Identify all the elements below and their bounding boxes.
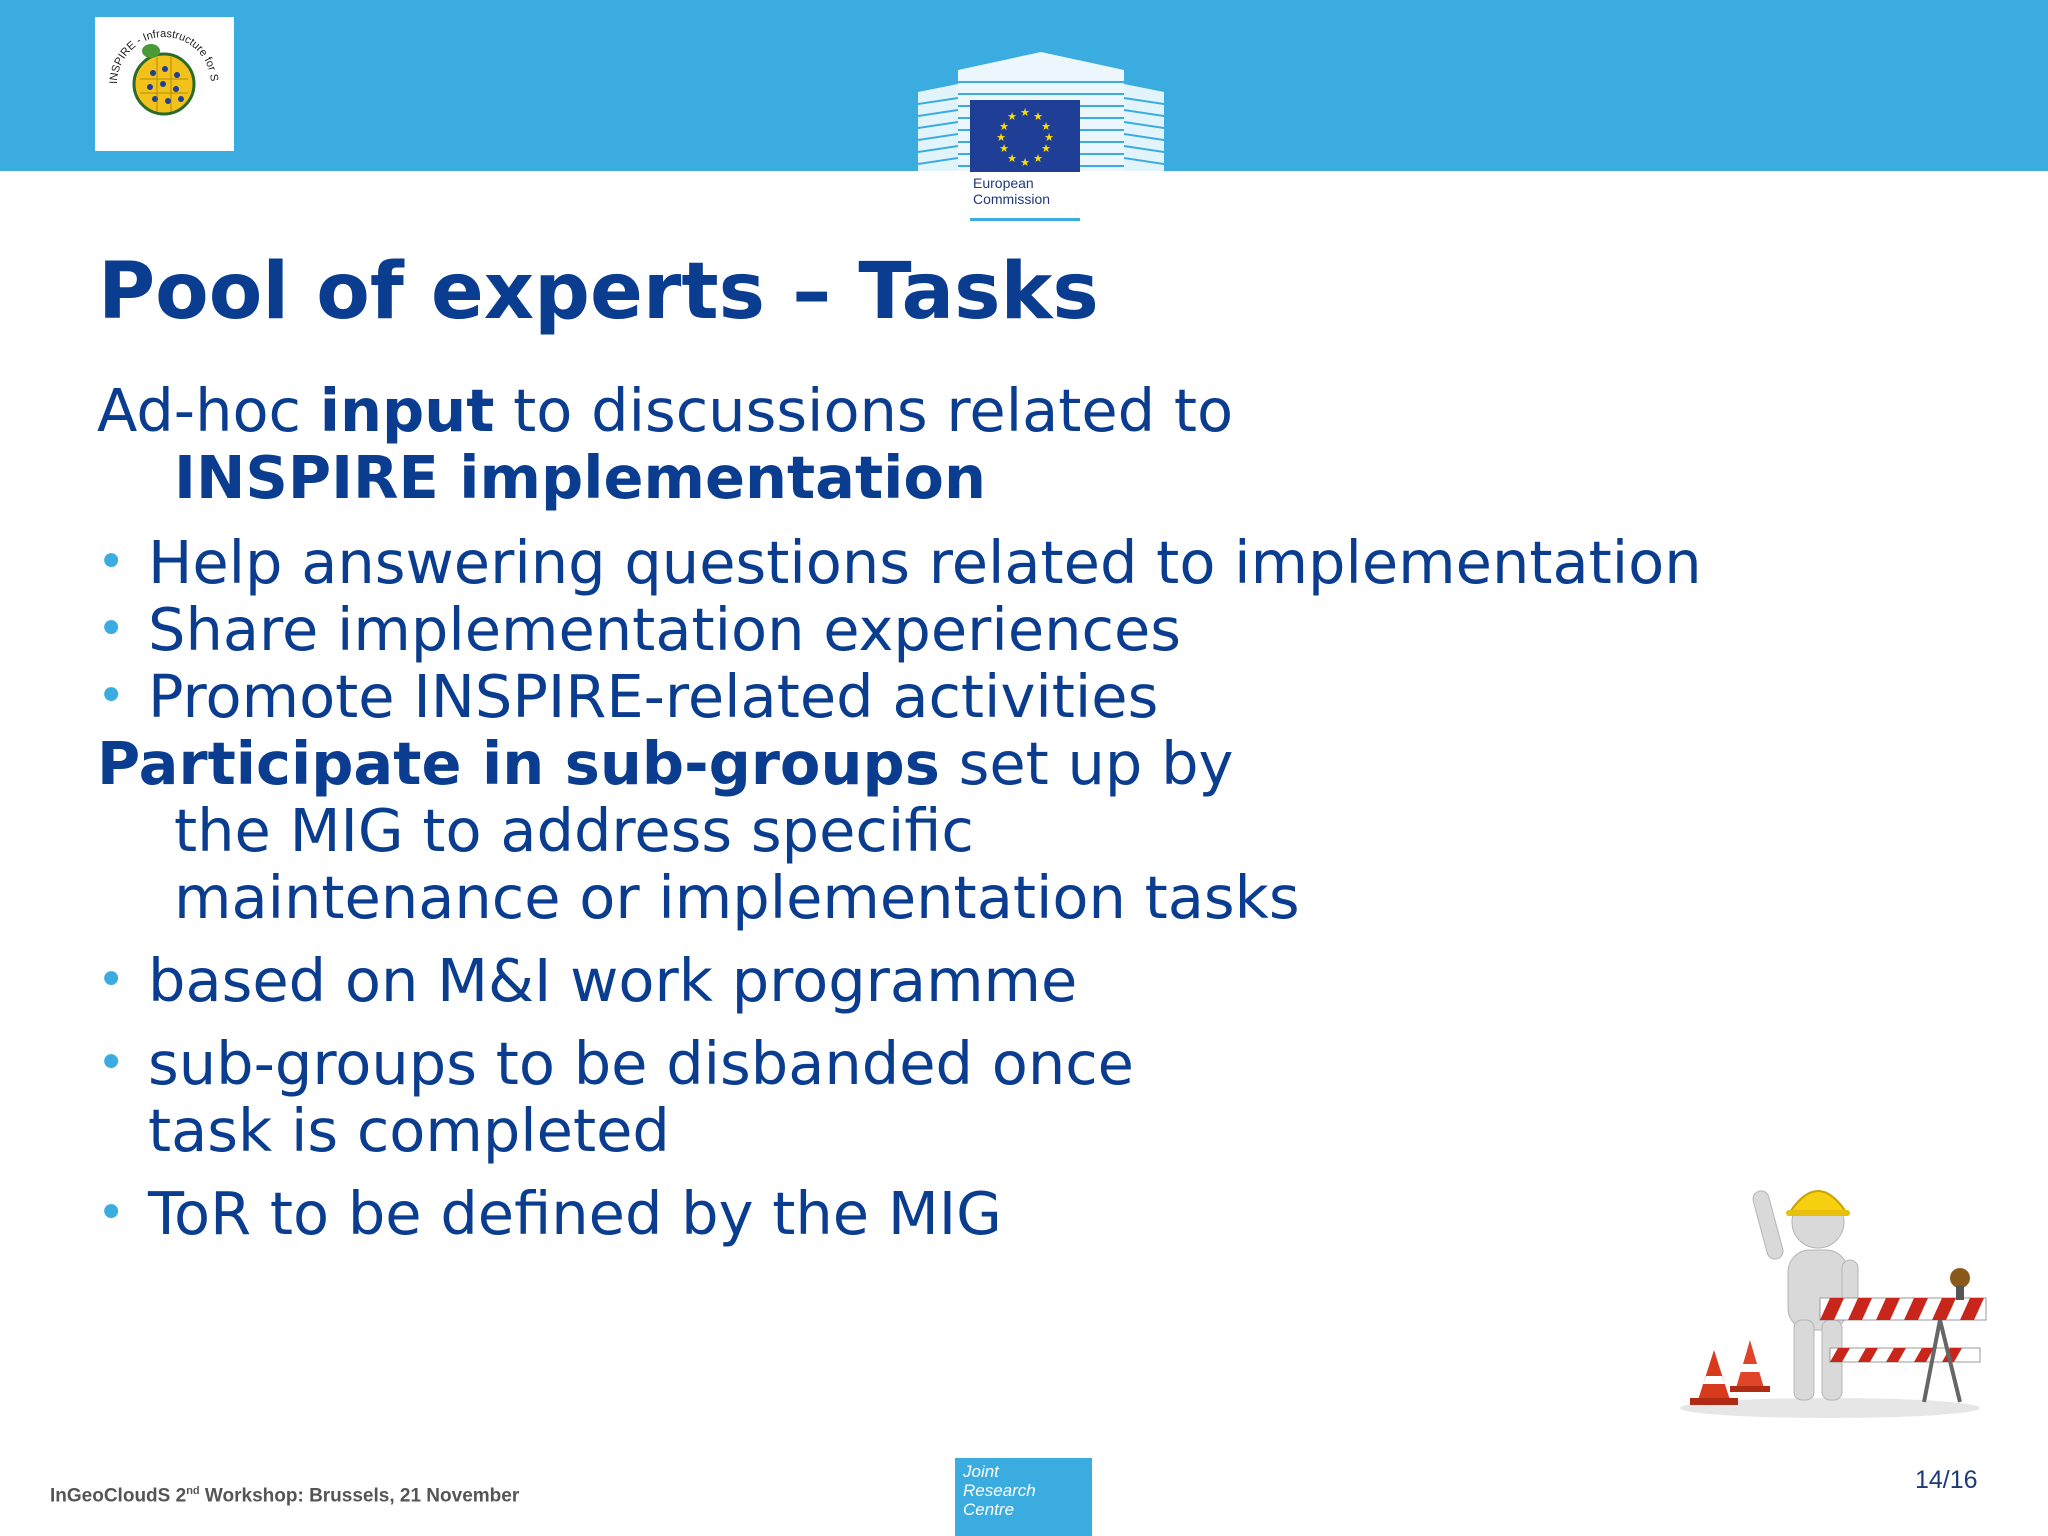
bullet-text-continued: task is completed	[148, 1096, 670, 1165]
bullet-text: Share implementation experiences	[148, 595, 1181, 664]
p1-text-bold: input	[319, 376, 495, 445]
bullet-dot-icon: •	[97, 1185, 126, 1241]
svg-text:★: ★	[1041, 120, 1051, 133]
bullet-text: sub-groups to be disbanded once	[148, 1029, 1134, 1098]
svg-text:★: ★	[1020, 156, 1030, 169]
p2-text-post: set up by	[939, 729, 1234, 798]
bullet-dot-icon: •	[97, 534, 126, 590]
svg-text:INSPIRE - Infrastructure for S: INSPIRE - Infrastructure for S	[107, 27, 221, 85]
svg-text:★: ★	[1033, 152, 1043, 165]
bullet-dot-icon: •	[97, 952, 126, 1008]
bullet-text: ToR to be defined by the MIG	[148, 1179, 1002, 1248]
bullet-text: based on M&I work programme	[148, 946, 1078, 1015]
p1-line-2: INSPIRE implementation	[174, 443, 986, 512]
svg-text:★: ★	[1007, 152, 1017, 165]
svg-text:★: ★	[1044, 131, 1054, 144]
jrc-logo	[955, 1458, 1092, 1536]
svg-text:★: ★	[1033, 110, 1043, 123]
svg-text:★: ★	[996, 131, 1006, 144]
p2-text-bold: Participate in sub-groups	[97, 729, 940, 798]
footer-event-text	[50, 1485, 519, 1507]
bullet-text: Promote INSPIRE-related activities	[148, 662, 1159, 731]
bullet-dot-icon: •	[97, 1035, 126, 1091]
list-item	[97, 1180, 1837, 1247]
bullet-dot-icon: •	[97, 668, 126, 724]
footer-event-sup: nd	[186, 1485, 200, 1497]
svg-text:★: ★	[999, 120, 1009, 133]
svg-text:★: ★	[1007, 110, 1017, 123]
bullet-text: Help answering questions related to implementation	[148, 528, 1702, 597]
svg-text:★: ★	[1020, 106, 1030, 119]
footer-event-pre: InGeoCloudS 2	[50, 1485, 187, 1507]
p2-line-2: the MIG to address specific	[174, 796, 974, 865]
slide-title: Pool of experts – Tasks	[98, 247, 1099, 337]
ec-label-line-2: Commission	[973, 191, 1051, 207]
footer-event-post: Workshop: Brussels, 21 November	[199, 1485, 520, 1507]
list-item	[97, 1030, 1837, 1164]
p2-line-3: maintenance or implementation tasks	[174, 863, 1300, 932]
list-item	[97, 596, 1837, 663]
p1-text-post: to discussions related to	[494, 376, 1234, 445]
svg-text:★: ★	[999, 142, 1009, 155]
list-item	[97, 529, 1837, 596]
ec-logo-label	[973, 175, 1073, 207]
list-item	[97, 663, 1837, 730]
construction-worker-illustration	[1670, 1150, 1990, 1420]
jrc-line-3: Centre	[963, 1500, 1015, 1519]
paragraph-participate	[97, 730, 1837, 931]
svg-text:★: ★	[1041, 142, 1051, 155]
page-number: 14/16	[1915, 1466, 1978, 1494]
inspire-logo	[95, 17, 234, 151]
list-item	[97, 947, 1837, 1014]
jrc-line-2: Research	[963, 1481, 1036, 1500]
slide-content	[97, 377, 1837, 1247]
bullet-dot-icon: •	[97, 601, 126, 657]
ec-label-line-1: European	[973, 175, 1034, 191]
paragraph-adhoc-input	[97, 377, 1837, 511]
jrc-line-1: Joint	[963, 1462, 999, 1481]
p1-text-pre: Ad-hoc	[97, 376, 320, 445]
